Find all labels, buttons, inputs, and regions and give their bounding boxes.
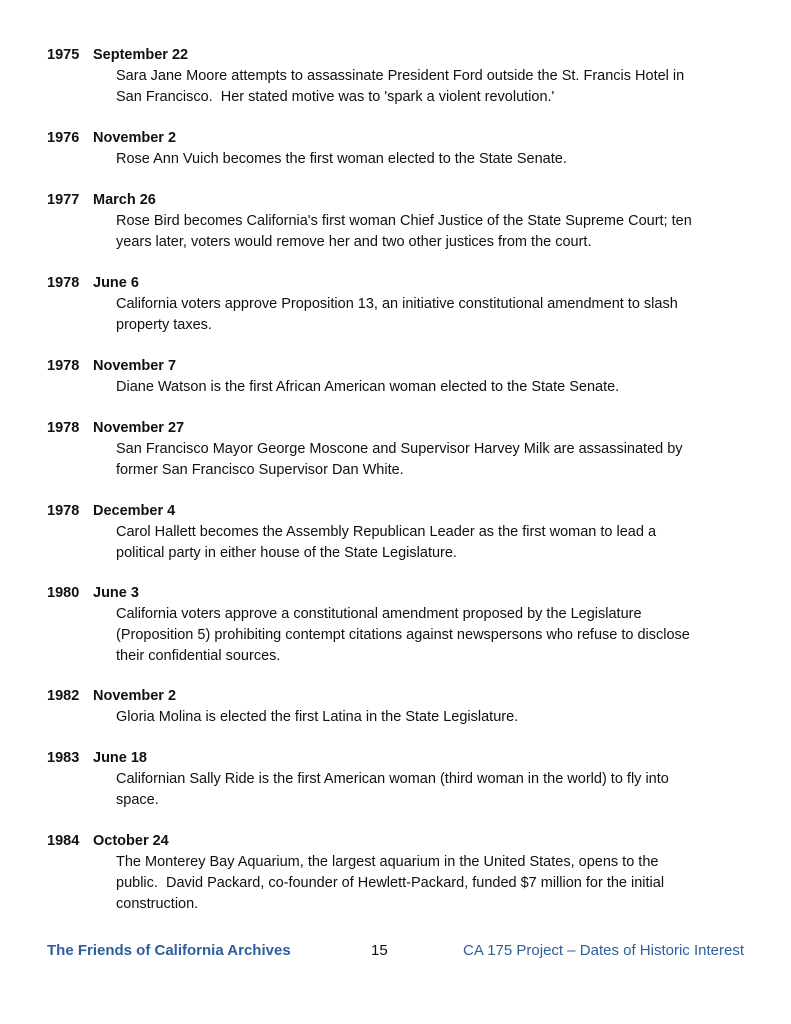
entry-heading [47,686,741,707]
entry-date: September 22 [93,47,189,63]
timeline-entry [47,748,741,811]
entry-heading [47,356,741,377]
entry-description-line: Californian Sally Ride is the first American woman (third woman in the world) to fly into [116,771,669,787]
entry-description-line: property taxes. [116,317,212,333]
entry-description-line: Rose Bird becomes California's first woman Chief Justice of the State Supreme Court; ten [116,213,692,229]
entry-year: 1978 [47,420,80,436]
entry-date: June 6 [93,275,139,291]
entry-year: 1977 [47,192,80,208]
timeline-entry [47,45,741,108]
entry-description-line: California voters approve a constitutional amendment proposed by the Legislature [116,606,642,622]
timeline-entry [47,831,741,915]
entry-description-line: construction. [116,896,199,912]
entry-description-line: San Francisco Mayor George Moscone and Supervisor Harvey Milk are assassinated by [116,441,683,457]
entry-description-line: Diane Watson is the first African American woman elected to the State Senate. [116,379,620,395]
entry-description-line: public. David Packard, co-founder of Hewlett-Packard, funded $7 million for the initial [116,875,665,891]
entry-description-line: Rose Ann Vuich becomes the first woman elected to the State Senate. [116,151,567,167]
page-footer [0,940,791,962]
entry-description-line: Gloria Molina is elected the first Latina in the State Legislature. [116,709,519,725]
entry-heading [47,128,741,149]
entry-description [116,439,741,481]
entry-description [116,211,741,253]
entry-date: November 27 [93,420,185,436]
footer-document-title: CA 175 Project – Dates of Historic Interest [463,942,744,959]
timeline-entry [47,501,741,564]
entry-description-line: The Monterey Bay Aquarium, the largest aquarium in the United States, opens to the [116,854,659,870]
entry-date: June 18 [93,750,147,766]
entry-description [116,66,741,108]
entry-heading [47,190,741,211]
timeline-entry [47,128,741,170]
entry-description-line: years later, voters would remove her and two other justices from the court. [116,234,592,250]
entry-date: December 4 [93,503,176,519]
entry-description-line: (Proposition 5) prohibiting contempt citations against newspersons who refuse to disclose [116,627,690,643]
entry-date: November 2 [93,130,177,146]
page-number: 15 [371,942,388,959]
entry-heading [47,418,741,439]
entry-description-line: San Francisco. Her stated motive was to 'spark a violent revolution.' [116,89,555,105]
entry-description [116,707,741,728]
entry-description-line: Sara Jane Moore attempts to assassinate President Ford outside the St. Francis Hotel in [116,68,685,84]
entry-description [116,769,741,811]
entry-description [116,149,741,170]
entry-description-line: political party in either house of the State Legislature. [116,545,457,561]
entry-description [116,852,741,915]
timeline-entry [47,686,741,728]
footer-organization: The Friends of California Archives [47,942,291,959]
entry-date: March 26 [93,192,156,208]
entry-description-line: their confidential sources. [116,648,281,664]
entry-heading [47,273,741,294]
entry-date: November 2 [93,688,177,704]
timeline-entry [47,356,741,398]
entry-description-line: space. [116,792,159,808]
entry-description-line: Carol Hallett becomes the Assembly Republican Leader as the first woman to lead a [116,524,657,540]
entry-date: October 24 [93,833,169,849]
entry-heading [47,748,741,769]
entry-description [116,604,741,667]
entry-heading [47,831,741,852]
entry-description-line: former San Francisco Supervisor Dan White. [116,462,404,478]
entry-description [116,522,741,564]
entry-year: 1984 [47,833,80,849]
entry-heading [47,45,741,66]
entry-heading [47,583,741,604]
entry-heading [47,501,741,522]
entry-year: 1975 [47,47,80,63]
entry-description [116,377,741,398]
entry-year: 1982 [47,688,80,704]
entry-description [116,294,741,336]
entry-year: 1978 [47,358,80,374]
entry-year: 1978 [47,275,80,291]
entry-year: 1978 [47,503,80,519]
timeline-entry [47,583,741,667]
entry-date: June 3 [93,585,139,601]
entry-description-line: California voters approve Proposition 13, an initiative constitutional amendment to slash [116,296,678,312]
entry-year: 1976 [47,130,80,146]
timeline-entry [47,418,741,481]
entry-year: 1983 [47,750,80,766]
timeline-entry [47,190,741,253]
timeline-entry [47,273,741,336]
entry-year: 1980 [47,585,80,601]
entry-date: November 7 [93,358,177,374]
